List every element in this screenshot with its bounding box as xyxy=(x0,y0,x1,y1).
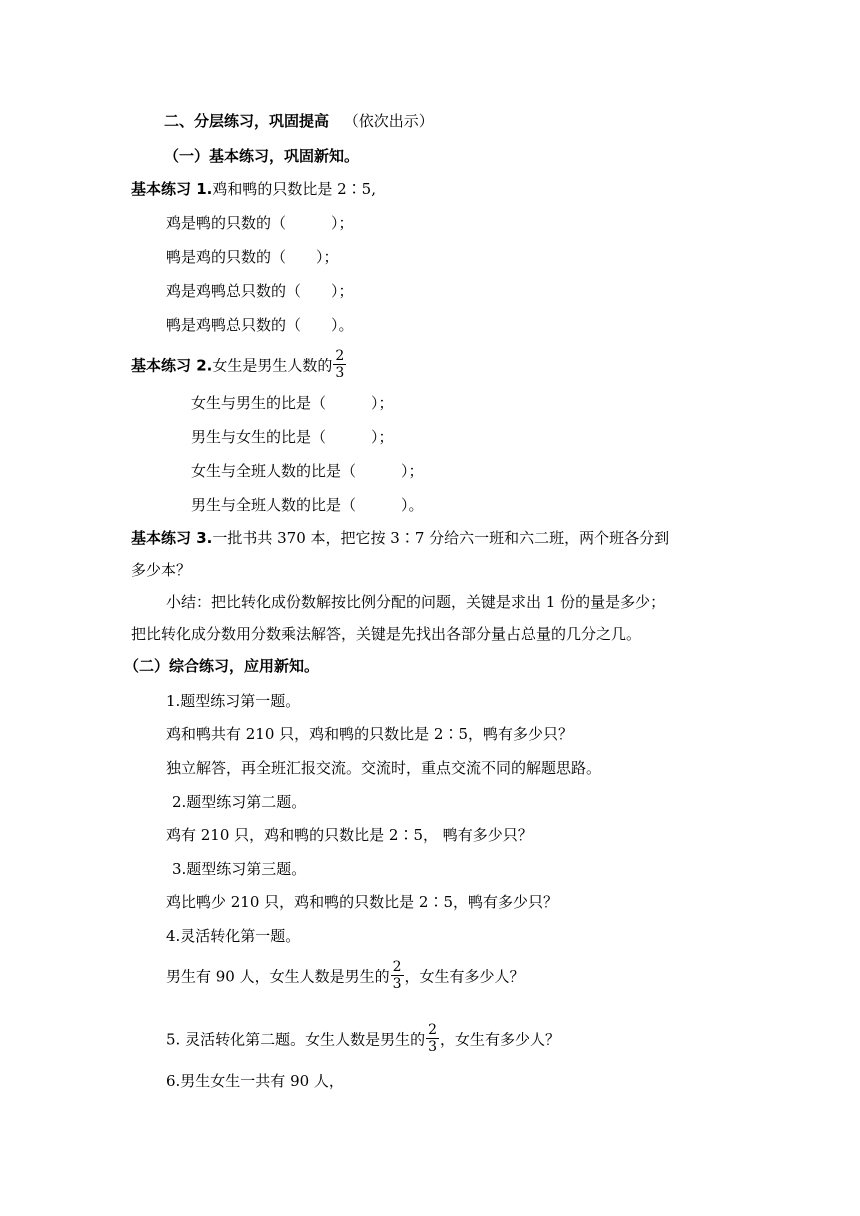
exercise-2-text: 女生是男生人数的 xyxy=(212,356,333,375)
question-text xyxy=(166,961,525,994)
summary-line: 小结：把比转化成份数解按比例分配的问题，关键是求出 1 份的量是多少； xyxy=(166,593,666,611)
exercise-1-item: 鸭是鸡鸭总只数的（ ）。 xyxy=(166,316,354,334)
summary-line: 把比转化成分数用分数乘法解答，关键是先找出各部分量占总量的几分之几。 xyxy=(131,625,642,643)
question-title: 2.题型练习第二题。 xyxy=(172,793,307,811)
fraction-numerator: 2 xyxy=(428,1022,438,1038)
question-title: 4.灵活转化第一题。 xyxy=(166,927,301,945)
question-title: 1.题型练习第一题。 xyxy=(166,692,301,710)
part1-heading: （一）基本练习，巩固新知。 xyxy=(164,147,360,165)
fraction-denominator: 3 xyxy=(428,1039,438,1055)
question-text-end: ，女生有多少人？ xyxy=(440,1030,561,1049)
exercise-2 xyxy=(131,350,347,383)
exercise-1-item: 鸡是鸡鸭总只数的（ ）； xyxy=(166,282,354,300)
question-text: 鸡比鸭少 210 只，鸡和鸭的只数比是 2∶5，鸭有多少只？ xyxy=(166,893,559,911)
question-text-end: ，女生有多少人？ xyxy=(404,967,525,986)
exercise-2-item: 男生与女生的比是（ ）； xyxy=(191,428,394,446)
question-text-start: 5. 灵活转化第二题。女生人数是男生的 xyxy=(166,1030,426,1049)
exercise-1 xyxy=(131,178,376,200)
fraction-numerator: 2 xyxy=(335,348,345,364)
question-text: 鸡和鸭共有 210 只，鸡和鸭的只数比是 2∶5，鸭有多少只？ xyxy=(166,725,574,743)
question-title: 3.题型练习第三题。 xyxy=(172,860,307,878)
question-text xyxy=(166,1024,560,1057)
exercise-1-item: 鸡是鸭的只数的（ ）； xyxy=(166,214,354,232)
question-text: 6.男生女生一共有 90 人， xyxy=(166,1072,344,1090)
fraction xyxy=(426,1022,439,1055)
exercise-2-item: 女生与全班人数的比是（ ）； xyxy=(191,462,424,480)
section-note: （依次出示） xyxy=(343,112,434,130)
exercise-3-text: 一批书共 370 本，把它按 3∶7 分给六一班和六二班，两个班各分到 xyxy=(212,529,670,547)
exercise-2-item: 女生与男生的比是（ ）； xyxy=(191,394,394,412)
fraction-denominator: 3 xyxy=(335,365,345,381)
exercise-3-continuation: 多少本？ xyxy=(131,561,192,579)
question-note: 独立解答，再全班汇报交流。交流时，重点交流不同的解题思路。 xyxy=(166,759,602,777)
fraction-numerator: 2 xyxy=(392,959,402,975)
exercise-3 xyxy=(131,527,669,549)
exercise-3-label: 基本练习 3. xyxy=(131,529,213,547)
part2-heading: （二）综合练习，应用新知。 xyxy=(124,657,320,675)
fraction xyxy=(391,959,404,992)
exercise-1-item: 鸭是鸡的只数的（ ）； xyxy=(166,248,339,266)
exercise-2-item: 男生与全班人数的比是（ ）。 xyxy=(191,496,424,514)
fraction-denominator: 3 xyxy=(392,976,402,992)
section-heading xyxy=(164,110,434,132)
exercise-1-label: 基本练习 1. xyxy=(131,180,213,198)
question-text: 鸡有 210 只，鸡和鸭的只数比是 2∶5， 鸭有多少只？ xyxy=(166,826,533,844)
question-text-start: 男生有 90 人，女生人数是男生的 xyxy=(166,967,390,986)
fraction xyxy=(333,348,346,381)
exercise-2-label: 基本练习 2. xyxy=(131,356,213,375)
exercise-1-text: 鸡和鸭的只数比是 2∶5, xyxy=(212,180,376,198)
section-title: 二、分层练习，巩固提高 xyxy=(164,112,330,130)
